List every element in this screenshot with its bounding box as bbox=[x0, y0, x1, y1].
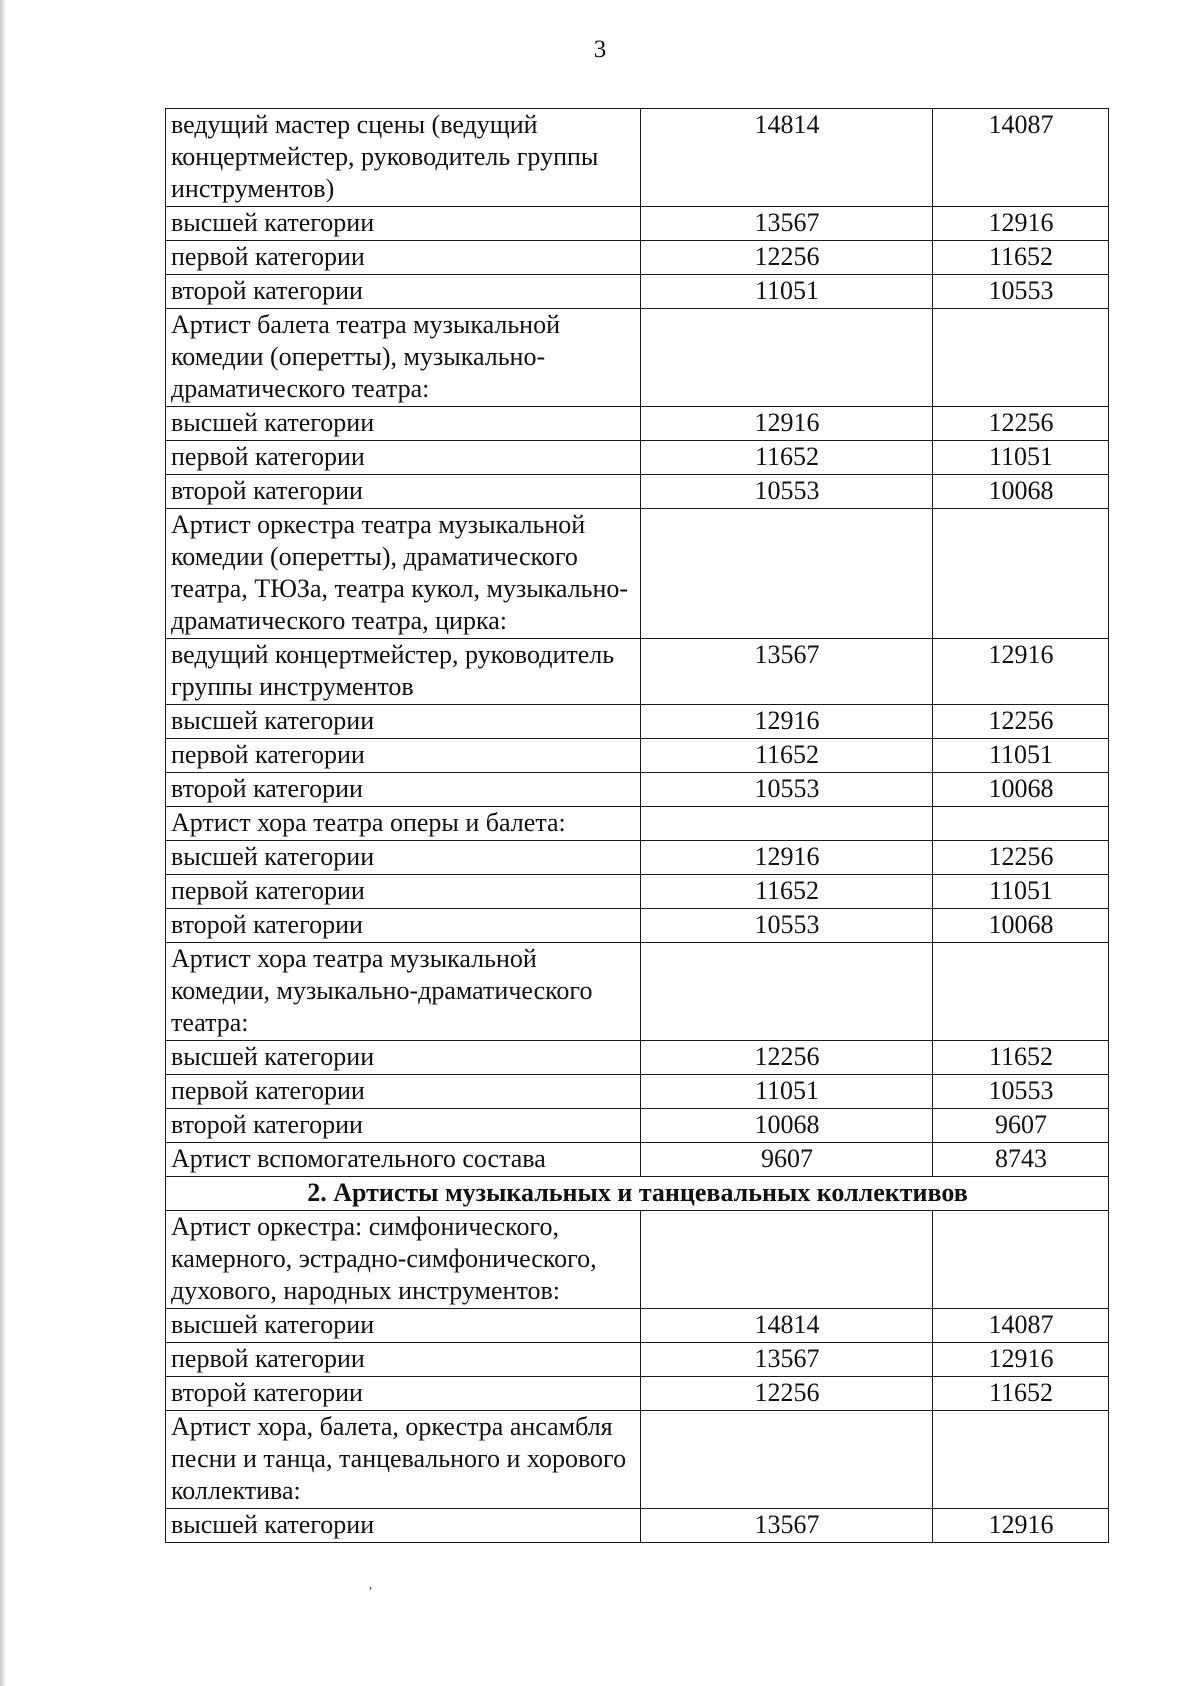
position-name: второй категории bbox=[166, 1109, 641, 1143]
table-row bbox=[166, 1075, 1109, 1109]
salary-value-col1: 12916 bbox=[641, 705, 933, 739]
salary-value-col2: 12256 bbox=[933, 841, 1109, 875]
salary-value-col2 bbox=[933, 943, 1109, 1041]
salary-value-col1: 10553 bbox=[641, 475, 933, 509]
table-row bbox=[166, 807, 1109, 841]
salary-value-col1: 10553 bbox=[641, 909, 933, 943]
salary-value-col1: 12256 bbox=[641, 1041, 933, 1075]
table-row bbox=[166, 909, 1109, 943]
table-row bbox=[166, 1377, 1109, 1411]
position-name: ведущий мастер сцены (ведущий концертмейстер, руководитель группы инструментов) bbox=[166, 109, 641, 207]
position-name: Артист хора театра музыкальной комедии, музыкально-драматического театра: bbox=[166, 943, 641, 1041]
salary-value-col2: 10553 bbox=[933, 1075, 1109, 1109]
salary-value-col1: 13567 bbox=[641, 1509, 933, 1543]
stray-mark: ʼ bbox=[368, 1585, 373, 1600]
salary-value-col2: 11051 bbox=[933, 441, 1109, 475]
salary-value-col2 bbox=[933, 309, 1109, 407]
section-header-row bbox=[166, 1177, 1109, 1211]
position-name: высшей категории bbox=[166, 207, 641, 241]
salary-value-col2: 10068 bbox=[933, 773, 1109, 807]
position-name: высшей категории bbox=[166, 1509, 641, 1543]
salary-value-col1: 10553 bbox=[641, 773, 933, 807]
table-row bbox=[166, 841, 1109, 875]
position-name: Артист оркестра: симфонического, камерного, эстрадно-симфонического, духового, народных инструментов: bbox=[166, 1211, 641, 1309]
position-name: первой категории bbox=[166, 739, 641, 773]
position-name: Артист хора театра оперы и балета: bbox=[166, 807, 641, 841]
salary-value-col1 bbox=[641, 1411, 933, 1509]
table-row bbox=[166, 1411, 1109, 1509]
position-name: высшей категории bbox=[166, 705, 641, 739]
salary-value-col2: 12916 bbox=[933, 207, 1109, 241]
position-name: первой категории bbox=[166, 1075, 641, 1109]
table-row bbox=[166, 109, 1109, 207]
table-row bbox=[166, 1041, 1109, 1075]
salary-value-col1: 12256 bbox=[641, 241, 933, 275]
salary-value-col2: 12256 bbox=[933, 407, 1109, 441]
salary-value-col1 bbox=[641, 509, 933, 639]
salary-value-col2 bbox=[933, 509, 1109, 639]
salary-value-col1: 11652 bbox=[641, 441, 933, 475]
position-name: ведущий концертмейстер, руководитель группы инструментов bbox=[166, 639, 641, 705]
table-row bbox=[166, 275, 1109, 309]
position-name: первой категории bbox=[166, 1343, 641, 1377]
position-name: Артист хора, балета, оркестра ансамбля песни и танца, танцевального и хорового коллектива: bbox=[166, 1411, 641, 1509]
table-row bbox=[166, 441, 1109, 475]
table-row bbox=[166, 1509, 1109, 1543]
salary-value-col1: 14814 bbox=[641, 1309, 933, 1343]
salary-value-col1: 12256 bbox=[641, 1377, 933, 1411]
salary-value-col1: 12916 bbox=[641, 407, 933, 441]
salary-value-col2 bbox=[933, 1211, 1109, 1309]
salary-value-col1 bbox=[641, 943, 933, 1041]
salary-value-col2: 10068 bbox=[933, 475, 1109, 509]
table-row bbox=[166, 509, 1109, 639]
table-row bbox=[166, 309, 1109, 407]
salary-value-col1 bbox=[641, 1211, 933, 1309]
salary-value-col2: 8743 bbox=[933, 1143, 1109, 1177]
position-name: первой категории bbox=[166, 441, 641, 475]
salary-value-col1 bbox=[641, 807, 933, 841]
section-title: 2. Артисты музыкальных и танцевальных коллективов bbox=[166, 1177, 1109, 1211]
position-name: высшей категории bbox=[166, 407, 641, 441]
scan-edge bbox=[0, 0, 6, 1686]
salary-value-col2: 11051 bbox=[933, 739, 1109, 773]
table-row bbox=[166, 639, 1109, 705]
salary-value-col1: 13567 bbox=[641, 1343, 933, 1377]
salary-value-col1: 9607 bbox=[641, 1143, 933, 1177]
position-name: высшей категории bbox=[166, 841, 641, 875]
salary-value-col1: 11051 bbox=[641, 275, 933, 309]
salary-value-col2: 14087 bbox=[933, 109, 1109, 207]
table-row bbox=[166, 1343, 1109, 1377]
salary-value-col2: 11652 bbox=[933, 1041, 1109, 1075]
table-row bbox=[166, 739, 1109, 773]
position-name: первой категории bbox=[166, 875, 641, 909]
salary-value-col2: 9607 bbox=[933, 1109, 1109, 1143]
salary-table-body bbox=[166, 109, 1109, 1543]
position-name: второй категории bbox=[166, 1377, 641, 1411]
table-row bbox=[166, 1143, 1109, 1177]
salary-value-col2: 12916 bbox=[933, 1509, 1109, 1543]
salary-value-col2: 12916 bbox=[933, 1343, 1109, 1377]
table-row bbox=[166, 407, 1109, 441]
table-row bbox=[166, 1211, 1109, 1309]
position-name: второй категории bbox=[166, 475, 641, 509]
salary-value-col2: 11051 bbox=[933, 875, 1109, 909]
position-name: Артист балета театра музыкальной комедии (оперетты), музыкально-драматического театра: bbox=[166, 309, 641, 407]
salary-value-col2: 12256 bbox=[933, 705, 1109, 739]
table-row bbox=[166, 207, 1109, 241]
table-row bbox=[166, 773, 1109, 807]
salary-value-col2: 11652 bbox=[933, 241, 1109, 275]
position-name: первой категории bbox=[166, 241, 641, 275]
position-name: Артист оркестра театра музыкальной комедии (оперетты), драматического театра, ТЮЗа, театра кукол, музыкально-драматического театра, цирка: bbox=[166, 509, 641, 639]
table-row bbox=[166, 705, 1109, 739]
position-name: второй категории bbox=[166, 909, 641, 943]
table-row bbox=[166, 875, 1109, 909]
salary-value-col2 bbox=[933, 1411, 1109, 1509]
position-name: высшей категории bbox=[166, 1041, 641, 1075]
table-row bbox=[166, 1109, 1109, 1143]
salary-value-col1: 10068 bbox=[641, 1109, 933, 1143]
table-row bbox=[166, 241, 1109, 275]
salary-value-col1 bbox=[641, 309, 933, 407]
salary-table bbox=[165, 108, 1109, 1543]
position-name: высшей категории bbox=[166, 1309, 641, 1343]
salary-value-col2: 10068 bbox=[933, 909, 1109, 943]
salary-value-col2: 11652 bbox=[933, 1377, 1109, 1411]
salary-value-col1: 11652 bbox=[641, 739, 933, 773]
position-name: второй категории bbox=[166, 773, 641, 807]
salary-value-col2: 10553 bbox=[933, 275, 1109, 309]
salary-value-col1: 11051 bbox=[641, 1075, 933, 1109]
salary-value-col1: 12916 bbox=[641, 841, 933, 875]
table-row bbox=[166, 475, 1109, 509]
page-number: 3 bbox=[593, 36, 607, 63]
salary-value-col1: 14814 bbox=[641, 109, 933, 207]
salary-value-col2 bbox=[933, 807, 1109, 841]
position-name: Артист вспомогательного состава bbox=[166, 1143, 641, 1177]
salary-value-col1: 11652 bbox=[641, 875, 933, 909]
salary-value-col2: 12916 bbox=[933, 639, 1109, 705]
salary-value-col2: 14087 bbox=[933, 1309, 1109, 1343]
table-row bbox=[166, 1309, 1109, 1343]
salary-value-col1: 13567 bbox=[641, 207, 933, 241]
salary-value-col1: 13567 bbox=[641, 639, 933, 705]
position-name: второй категории bbox=[166, 275, 641, 309]
table-row bbox=[166, 943, 1109, 1041]
